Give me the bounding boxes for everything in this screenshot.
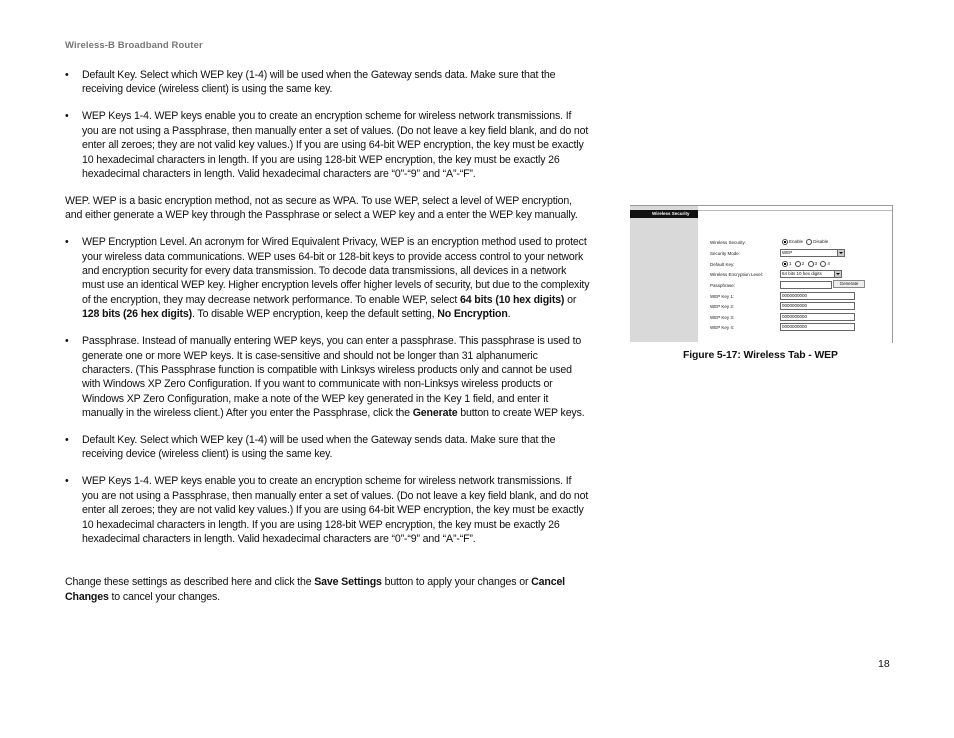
key-label-4: 4: [827, 261, 830, 267]
bold-save-settings: Save Settings: [314, 576, 382, 589]
bold-cancel-changes: Cancel Changes: [65, 576, 565, 603]
key-radio-1[interactable]: [782, 261, 788, 267]
figure-tab-wireless-security[interactable]: Wireless Security: [630, 210, 698, 218]
label-wireless-security: Wireless Security:: [710, 240, 747, 245]
key-label-2: 2: [801, 261, 805, 267]
figure-caption: Figure 5-17: Wireless Tab - WEP: [683, 350, 838, 361]
key-radio-4[interactable]: [820, 261, 826, 267]
text-run: or: [564, 293, 577, 306]
bullet-wep-keys-2: • WEP Keys 1-4. WEP keys enable you to create an encryption scheme for wireless network transmissions. If you are not using a Passphrase, then manually enter a set of values. (Do not leave a key field blank, and do not enter all zeroes; they are not valid key values.) If you are using 64-bit WEP encryption, the key must be exactly 10 hexadecimal characters in length. If you are using 128-bit WEP encryption, the key must be exactly 26 hexadecimal characters in length. Valid hexadecimal characters are “0”-“9” and “A”-“F”.: [65, 474, 590, 546]
enable-label: Enable: [789, 239, 804, 245]
wep-key-1-input[interactable]: 0000000000: [780, 292, 855, 300]
text-run: WEP Encryption Level. An acronym for Wired Equivalent Privacy, WEP is an encryption method used to protect your wireless data communications. WEP uses 64-bit or 128-bit keys to provide access control to your network and encryption security for every data transmission. To decode data transmissions, all devices in a network must use an identical WEP key. Higher encryption levels offer higher levels of security, but due to the complexity of the encryption, they may decrease network performance. To enable WEP, select: [82, 236, 590, 306]
bold-generate: Generate: [412, 407, 458, 420]
text-run: button to create WEP keys.: [457, 407, 585, 420]
figure-sidebar: [630, 206, 698, 342]
final-paragraph: [65, 575, 590, 604]
label-passphrase: Passphrase:: [710, 283, 736, 288]
label-wep-key-4: WEP Key 4:: [710, 325, 735, 330]
bullet-wep-encryption-level: [65, 235, 590, 321]
key-radio-3[interactable]: [808, 261, 814, 267]
chevron-down-icon: [834, 271, 841, 277]
security-mode-select[interactable]: [780, 249, 845, 257]
key-label-3: 3: [814, 261, 818, 267]
label-encryption-level: Wireless Encryption Level:: [710, 272, 764, 277]
text-run: button to apply your changes or: [381, 576, 532, 589]
label-default-key: Default Key:: [710, 262, 735, 267]
encryption-level-value: 64 bits 10 hex digits: [782, 271, 822, 276]
enable-radio[interactable]: [782, 239, 788, 245]
text-run: to cancel your changes.: [108, 590, 220, 603]
security-radio-group: [780, 239, 828, 245]
wep-key-3-input[interactable]: 0000000000: [780, 313, 855, 321]
text-run: Change these settings as described here and click the: [65, 576, 315, 589]
key-radio-2[interactable]: [795, 261, 801, 267]
generate-button[interactable]: Generate: [833, 280, 865, 288]
wireless-wep-screenshot: [630, 205, 893, 343]
encryption-level-select[interactable]: [780, 270, 842, 278]
bold-64-bits: 64 bits (10 hex digits): [460, 293, 565, 306]
passphrase-input[interactable]: [780, 281, 832, 289]
bullet-default-key: • Default Key. Select which WEP key (1-4) will be used when the Gateway sends data. Make sure that the receiving device (wireless client) is using the same key.: [65, 68, 590, 97]
key-label-1: 1: [789, 261, 792, 267]
text-run: Passphrase. Instead of manually entering WEP keys, you can enter a passphrase. This passphrase is used to generate one or more WEP keys. It is case-sensitive and should not be longer than 31 alphanumeric characters. (This Passphrase function is compatible with Linksys wireless products only and cannot be used with Windows XP Zero Configuration. If you want to communicate with non-Linksys wireless products or Windows XP Zero Configuration, make a note of the WEP key generated in the Key 1 field, and enter it manually in the wireless client.) After you enter the Passphrase, click the: [82, 335, 582, 420]
wep-paragraph: WEP. WEP is a basic encryption method, not as secure as WPA. To use WEP, select a level of WEP encryption, and either generate a WEP key through the Passphrase or select a WEP key and a enter the WEP key manually.: [65, 194, 578, 222]
label-wep-key-2: WEP Key 2:: [710, 304, 735, 309]
page-number: 18: [878, 658, 890, 670]
bold-no-encryption: No Encryption: [437, 308, 508, 321]
text-run: .: [507, 308, 511, 321]
chevron-down-icon: [837, 250, 844, 256]
bullet-wep-keys: • WEP Keys 1-4. WEP keys enable you to create an encryption scheme for wireless network transmissions. If you are not using a Passphrase, then manually enter a set of values. (Do not leave a key field blank, and do not enter all zeroes; they are not valid key values.) If you are using 64-bit WEP encryption, the key must be exactly 10 hexadecimal characters in length. If you are using 128-bit WEP encryption, the key must be exactly 26 hexadecimal characters in length. Valid hexadecimal characters are “0”-“9” and “A”-“F”.: [65, 109, 590, 181]
page-header: Wireless-B Broadband Router: [65, 40, 203, 51]
label-wep-key-1: WEP Key 1:: [710, 294, 735, 299]
security-mode-value: WEP: [782, 250, 793, 255]
default-key-radio-group: [780, 261, 830, 267]
bullet-passphrase: [65, 334, 590, 420]
label-wep-key-3: WEP Key 3:: [710, 315, 735, 320]
bullet-default-key-2: • Default Key. Select which WEP key (1-4) will be used when the Gateway sends data. Make sure that the receiving device (wireless client) is using the same key.: [65, 433, 590, 462]
wep-key-4-input[interactable]: 0000000000: [780, 323, 855, 331]
wep-key-2-input[interactable]: 0000000000: [780, 302, 855, 310]
label-security-mode: Security Mode:: [710, 251, 741, 256]
figure-tab-bar: [698, 210, 892, 219]
bold-128-bits: 128 bits (26 hex digits): [82, 308, 193, 321]
disable-label: Disable: [813, 239, 829, 245]
text-run: . To disable WEP encryption, keep the default setting,: [192, 308, 438, 321]
document-body: [65, 68, 590, 617]
disable-radio[interactable]: [806, 239, 812, 245]
